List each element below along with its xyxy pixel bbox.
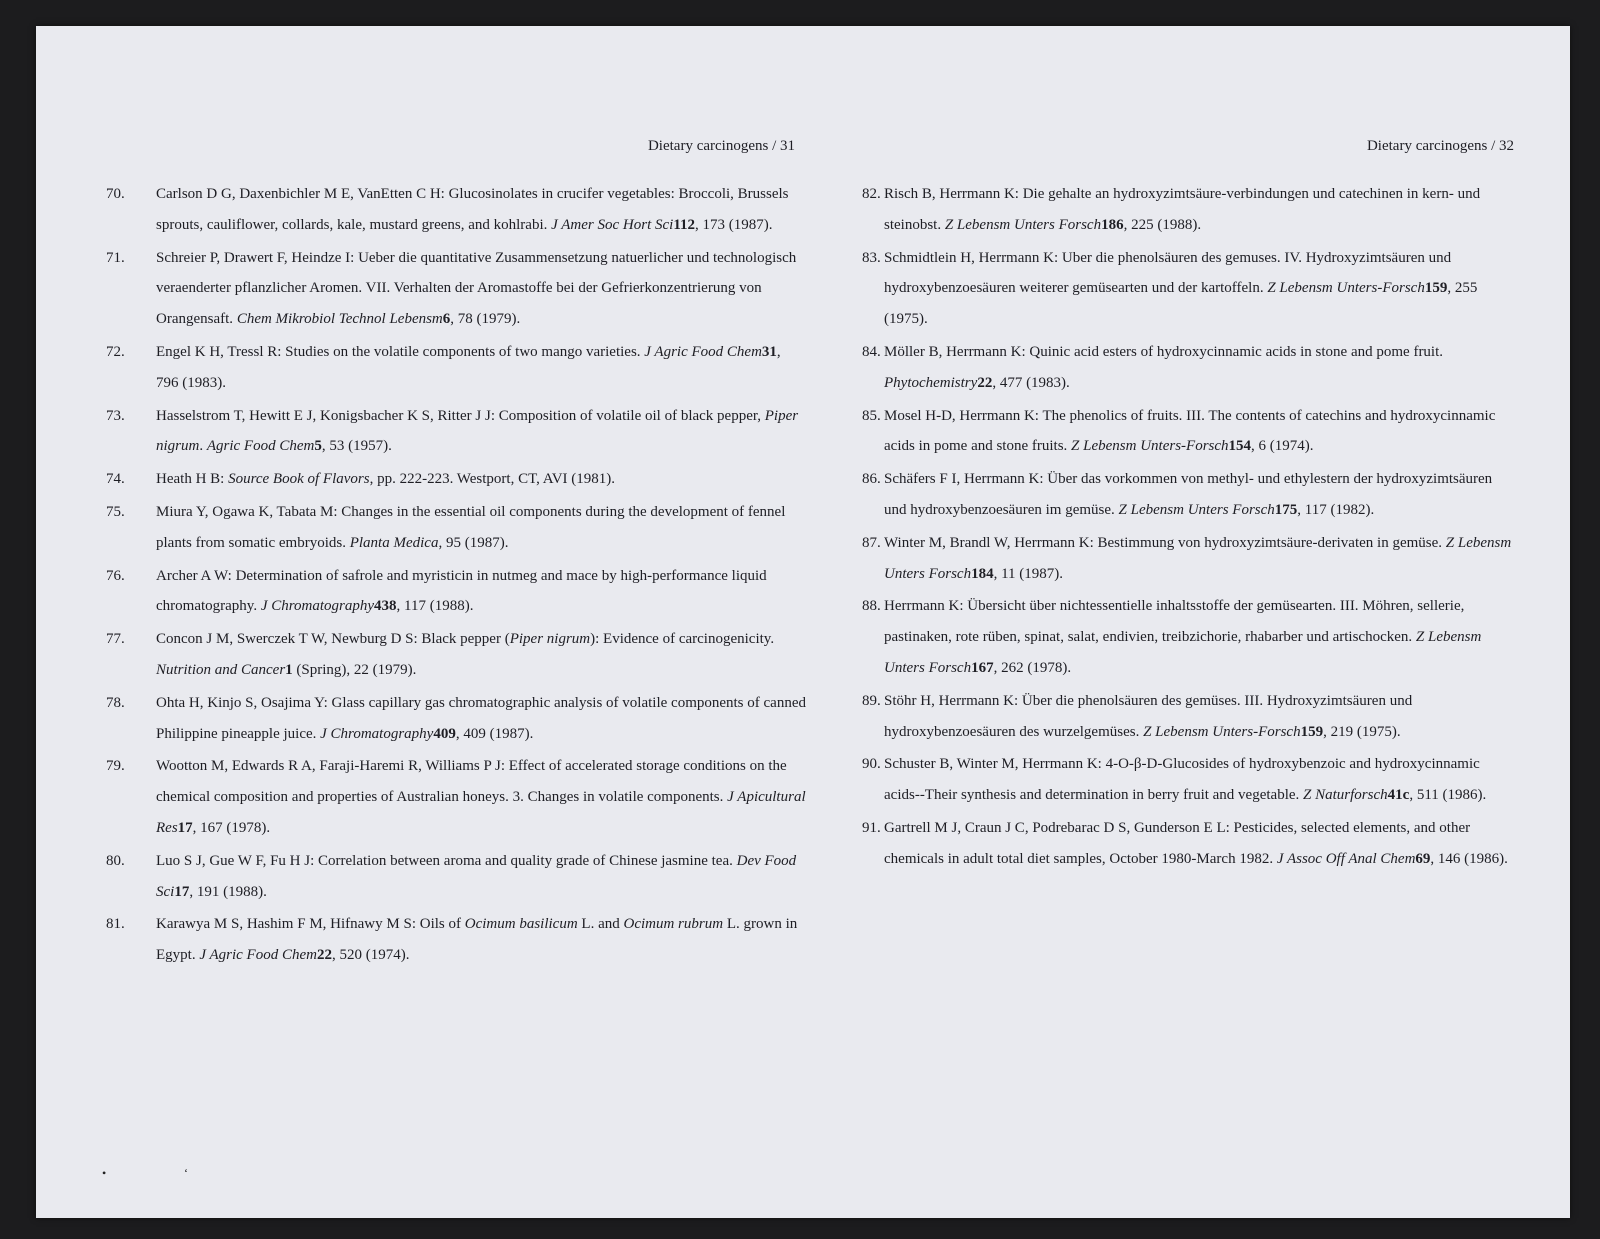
reference-segment: , 796 (1983). [156, 343, 781, 391]
scan-dot-mark: • [102, 1166, 107, 1180]
reference-segment: Luo S J, Gue W F, Fu H J: Correlation between aroma and quality grade of Chinese jasmine tea. [156, 852, 737, 869]
reference-segment: , 117 (1982). [1297, 501, 1375, 518]
reference-text [884, 464, 1516, 526]
reference-segment: Piper nigrum [509, 631, 591, 648]
reference-number: 74. [106, 471, 125, 488]
reference-segment: Ocimum basilicum [464, 916, 578, 933]
reference-item [826, 749, 1516, 811]
volume-number: 17 [174, 883, 190, 900]
reference-number: 84. [862, 343, 881, 360]
reference-segment: Schuster B, Winter M, Herrmann K: 4-O-β-D-Glucosides of hydroxybenzoic and hydroxycinnamic acids--Their synthesis and determination in berry fruit and vegetable. [884, 756, 1480, 804]
reference-segment: Engel K H, Tressl R: Studies on the volatile components of two mango varieties. [156, 343, 645, 360]
reference-text [156, 846, 806, 908]
journal-name: Z Lebensm Unters Forsch [884, 629, 1482, 676]
left-reference-list [106, 179, 806, 973]
reference-item [826, 591, 1516, 683]
reference-segment: , 409 (1987). [455, 725, 534, 742]
reference-item [106, 688, 806, 750]
reference-text [884, 686, 1516, 748]
reference-item [826, 813, 1516, 875]
reference-item [826, 686, 1516, 748]
reference-number: 80. [106, 852, 125, 869]
journal-name: J Apicultural Res [156, 789, 806, 836]
reference-text [156, 179, 806, 241]
journal-name: Planta Medica [349, 534, 439, 551]
volume-number: 69 [1415, 850, 1431, 867]
volume-number: 1 [285, 661, 293, 678]
reference-number: 82. [862, 186, 881, 202]
reference-number: 81. [106, 916, 125, 933]
reference-text [884, 749, 1516, 811]
reference-segment: Archer A W: Determination of safrole and myristicin in nutmeg and mace by high-performance liquid chromatography. [156, 567, 767, 615]
reference-segment: , pp. 222-223. Westport, CT, AVI (1981). [369, 471, 616, 488]
volume-number: 31 [761, 343, 777, 360]
reference-segment: (Spring), 22 (1979). [292, 661, 417, 678]
reference-number: 73. [106, 407, 125, 424]
reference-number: 76. [106, 567, 125, 584]
reference-item [106, 624, 806, 686]
reference-segment: Mosel H-D, Herrmann K: The phenolics of fruits. III. The contents of catechins and hydroxycinnamic acids in pome and stone fruits. [884, 407, 1496, 455]
reference-segment: , 511 (1986). [1409, 787, 1487, 804]
reference-item [106, 464, 806, 495]
reference-text [884, 401, 1516, 463]
reference-number: 78. [106, 694, 125, 711]
reference-segment: Gartrell M J, Craun J C, Podrebarac D S, Gunderson E L: Pesticides, selected elements, and other chemicals in adult total diet samples, October 1980-March 1982. [884, 819, 1471, 867]
reference-number: 77. [106, 631, 125, 648]
reference-segment: Hasselstrom T, Hewitt E J, Konigsbacher K S, Ritter J J: Composition of volatile oil of black pepper, [156, 407, 765, 424]
journal-name: Z Naturforsch [1303, 787, 1388, 804]
volume-number: 159 [1300, 723, 1324, 740]
reference-segment: Karawya M S, Hashim F M, Hifnawy M S: Oils of [156, 916, 465, 933]
journal-name: Agric Food Chem [206, 438, 315, 455]
reference-item [106, 337, 806, 399]
journal-name: J Agric Food Chem [644, 343, 762, 360]
journal-name: Z Lebensm Unters-Forsch [1143, 723, 1301, 740]
reference-text [884, 179, 1516, 241]
reference-text [156, 401, 806, 463]
reference-item [826, 464, 1516, 526]
journal-name: J Chromatography [260, 598, 375, 615]
reference-text [884, 243, 1516, 335]
journal-name: J Assoc Off Anal Chem [1276, 850, 1416, 867]
reference-item [106, 561, 806, 623]
reference-segment: , 167 (1978). [192, 819, 271, 836]
reference-segment: Schäfers F I, Herrmann K: Über das vorkommen von methyl- und ethylestern der hydroxyzimtsäuren und hydroxybenzoesäuren im gemüse. [884, 471, 1493, 518]
reference-text [156, 688, 806, 750]
journal-name: Z Lebensm Unters Forsch [1118, 501, 1275, 518]
volume-number: 438 [374, 598, 397, 615]
reference-item [106, 401, 806, 463]
reference-text [156, 243, 806, 335]
volume-number: 22 [316, 947, 332, 964]
reference-segment: , 255 (1975). [884, 280, 1478, 328]
right-page-header: Dietary carcinogens / 32 [1366, 138, 1514, 154]
volume-number: 167 [971, 659, 994, 676]
journal-name: Z Lebensm Unters Forsch [884, 534, 1512, 582]
reference-number: 85. [862, 407, 881, 424]
reference-text [156, 464, 806, 495]
journal-name: J Chromatography [320, 725, 434, 742]
reference-number: 72. [106, 343, 125, 360]
volume-number: 409 [433, 725, 456, 742]
reference-number: 79. [106, 758, 125, 775]
reference-text [884, 337, 1516, 399]
volume-number: 184 [971, 565, 994, 582]
reference-segment: Möller B, Herrmann K: Quinic acid esters of hydroxycinnamic acids in stone and pome fruit. [884, 343, 1444, 360]
reference-number: 86. [862, 471, 881, 488]
scan-tick-mark: ‘ [184, 1166, 188, 1180]
reference-number: 87. [862, 534, 881, 551]
document-sheet [36, 26, 1570, 1218]
reference-number: 91. [862, 819, 881, 836]
reference-segment: , 78 (1979). [450, 311, 521, 328]
volume-number: 159 [1424, 280, 1448, 297]
volume-number: 112 [673, 216, 696, 233]
reference-segment: , 6 (1974). [1251, 438, 1314, 455]
reference-segment: Ohta H, Kinjo S, Osajima Y: Glass capillary gas chromatographic analysis of volatile components of canned Philippine pineapple juice. [156, 694, 806, 742]
reference-text [884, 528, 1516, 590]
reference-segment: , 117 (1988). [396, 598, 474, 615]
reference-segment: , 219 (1975). [1323, 723, 1401, 740]
reference-item [826, 401, 1516, 463]
reference-number: 88. [862, 598, 881, 615]
reference-segment: L. and [577, 916, 624, 933]
reference-segment: , 53 (1957). [321, 438, 392, 455]
reference-text [884, 591, 1516, 683]
reference-segment: Carlson D G, Daxenbichler M E, VanEtten C H: Glucosinolates in crucifer vegetables: Broccoli, Brussels sprouts, cauliflower, collards, kale, mustard greens, and kohlrabi. [156, 186, 789, 233]
right-reference-list [826, 179, 1516, 877]
reference-text [156, 497, 806, 559]
reference-item [106, 179, 806, 241]
reference-segment: Miura Y, Ogawa K, Tabata M: Changes in the essential oil components during the development of fennel plants from somatic embryoids. [156, 503, 786, 551]
volume-number: 154 [1228, 438, 1252, 455]
reference-text [156, 909, 806, 971]
journal-name: Source Book of Flavors [228, 471, 370, 488]
journal-name: Z Lebensm Unters-Forsch [1267, 280, 1425, 297]
reference-item [106, 846, 806, 908]
reference-text [156, 561, 806, 623]
reference-number: 75. [106, 503, 125, 520]
reference-text [156, 337, 806, 399]
reference-text [156, 624, 806, 686]
volume-number: 5 [314, 438, 322, 455]
volume-number: 41c [1387, 787, 1410, 804]
reference-segment: Risch B, Herrmann K: Die gehalte an hydroxyzimtsäure-verbindungen und catechinen in kern- und steinobst. [884, 186, 1481, 233]
reference-segment: Wootton M, Edwards R A, Faraji-Haremi R, Williams P J: Effect of accelerated storage conditions on the chemical composition and properties of Australian honeys. 3. Changes in volatile components. [156, 758, 787, 806]
reference-segment: L. grown in Egypt. [156, 916, 798, 964]
journal-name: J Amer Soc Hort Sci [551, 216, 674, 233]
reference-segment: Schreier P, Drawert F, Heindze I: Ueber die quantitative Zusammensetzung natuerlicher und technologisch veraenderter pflanzlicher Aromen. VII. Verhalten der Aromastoffe bei der Gefrierkonzentrierung von Orangensaft. [156, 249, 797, 328]
reference-item [106, 243, 806, 335]
journal-name: Z Lebensm Unters Forsch [944, 216, 1102, 233]
reference-segment: Concon J M, Swerczek T W, Newburg D S: Black pepper ( [156, 631, 510, 648]
reference-item [106, 751, 806, 843]
journal-name: Chem Mikrobiol Technol Lebensm [236, 311, 443, 328]
reference-item [106, 909, 806, 971]
reference-segment: , 262 (1978). [993, 659, 1072, 676]
left-page-header: Dietary carcinogens / 31 [647, 138, 795, 154]
volume-number: 186 [1101, 216, 1124, 233]
journal-name: J Agric Food Chem [199, 947, 317, 964]
volume-number: 175 [1274, 501, 1298, 518]
reference-number: 89. [862, 692, 881, 709]
volume-number: 6 [442, 311, 451, 328]
journal-name: Z Lebensm Unters-Forsch [1071, 438, 1229, 455]
reference-number: 83. [862, 249, 881, 266]
reference-segment: Schmidtlein H, Herrmann K: Uber die phenolsäuren des gemuses. IV. Hydroxyzimtsäuren und hydroxybenzoesäuren weiterer gemüsearten und der kartoffeln. [884, 249, 1452, 297]
reference-segment: Heath H B: [156, 471, 229, 488]
reference-item [826, 243, 1516, 335]
reference-item [826, 337, 1516, 399]
reference-segment: , 95 (1987). [438, 534, 509, 551]
reference-segment: , 225 (1988). [1123, 216, 1202, 233]
reference-segment: Piper nigrum [156, 407, 799, 455]
reference-item [826, 528, 1516, 590]
reference-segment: Herrmann K: Übersicht über nichtessentielle inhaltsstoffe der gemüsearten. III. Möhren, sellerie, pastinaken, rote rüben, spinat, salat, endivien, treibzichorie, rhabarber und artischocken. [884, 598, 1465, 646]
reference-number: 71. [106, 249, 125, 266]
reference-segment: , 520 (1974). [331, 947, 410, 964]
journal-name: Phytochemistry [884, 374, 978, 391]
reference-segment: . [199, 438, 207, 455]
reference-segment: , 477 (1983). [992, 374, 1070, 391]
volume-number: 17 [177, 819, 193, 836]
reference-item [106, 497, 806, 559]
reference-segment: , 173 (1987). [695, 216, 773, 233]
reference-text [156, 751, 806, 843]
reference-segment: Ocimum rubrum [623, 916, 724, 933]
reference-segment: ): Evidence of carcinogenicity. [590, 631, 775, 648]
reference-number: 70. [106, 186, 125, 202]
reference-segment: , 11 (1987). [993, 565, 1064, 582]
reference-item [826, 179, 1516, 241]
journal-name: Dev Food Sci [156, 852, 797, 900]
reference-segment: , 191 (1988). [189, 883, 267, 900]
volume-number: 22 [977, 374, 993, 391]
reference-segment: Winter M, Brandl W, Herrmann K: Bestimmung von hydroxyzimtsäure-derivaten in gemüse. [884, 534, 1446, 551]
reference-number: 90. [862, 756, 881, 773]
reference-segment: Stöhr H, Herrmann K: Über die phenolsäuren des gemüses. III. Hydroxyzimtsäuren und hydroxybenzoesäuren des wurzelgemüses. [884, 692, 1413, 740]
reference-text [884, 813, 1516, 875]
journal-name: Nutrition and Cancer [156, 661, 286, 678]
reference-segment: , 146 (1986). [1430, 850, 1508, 867]
